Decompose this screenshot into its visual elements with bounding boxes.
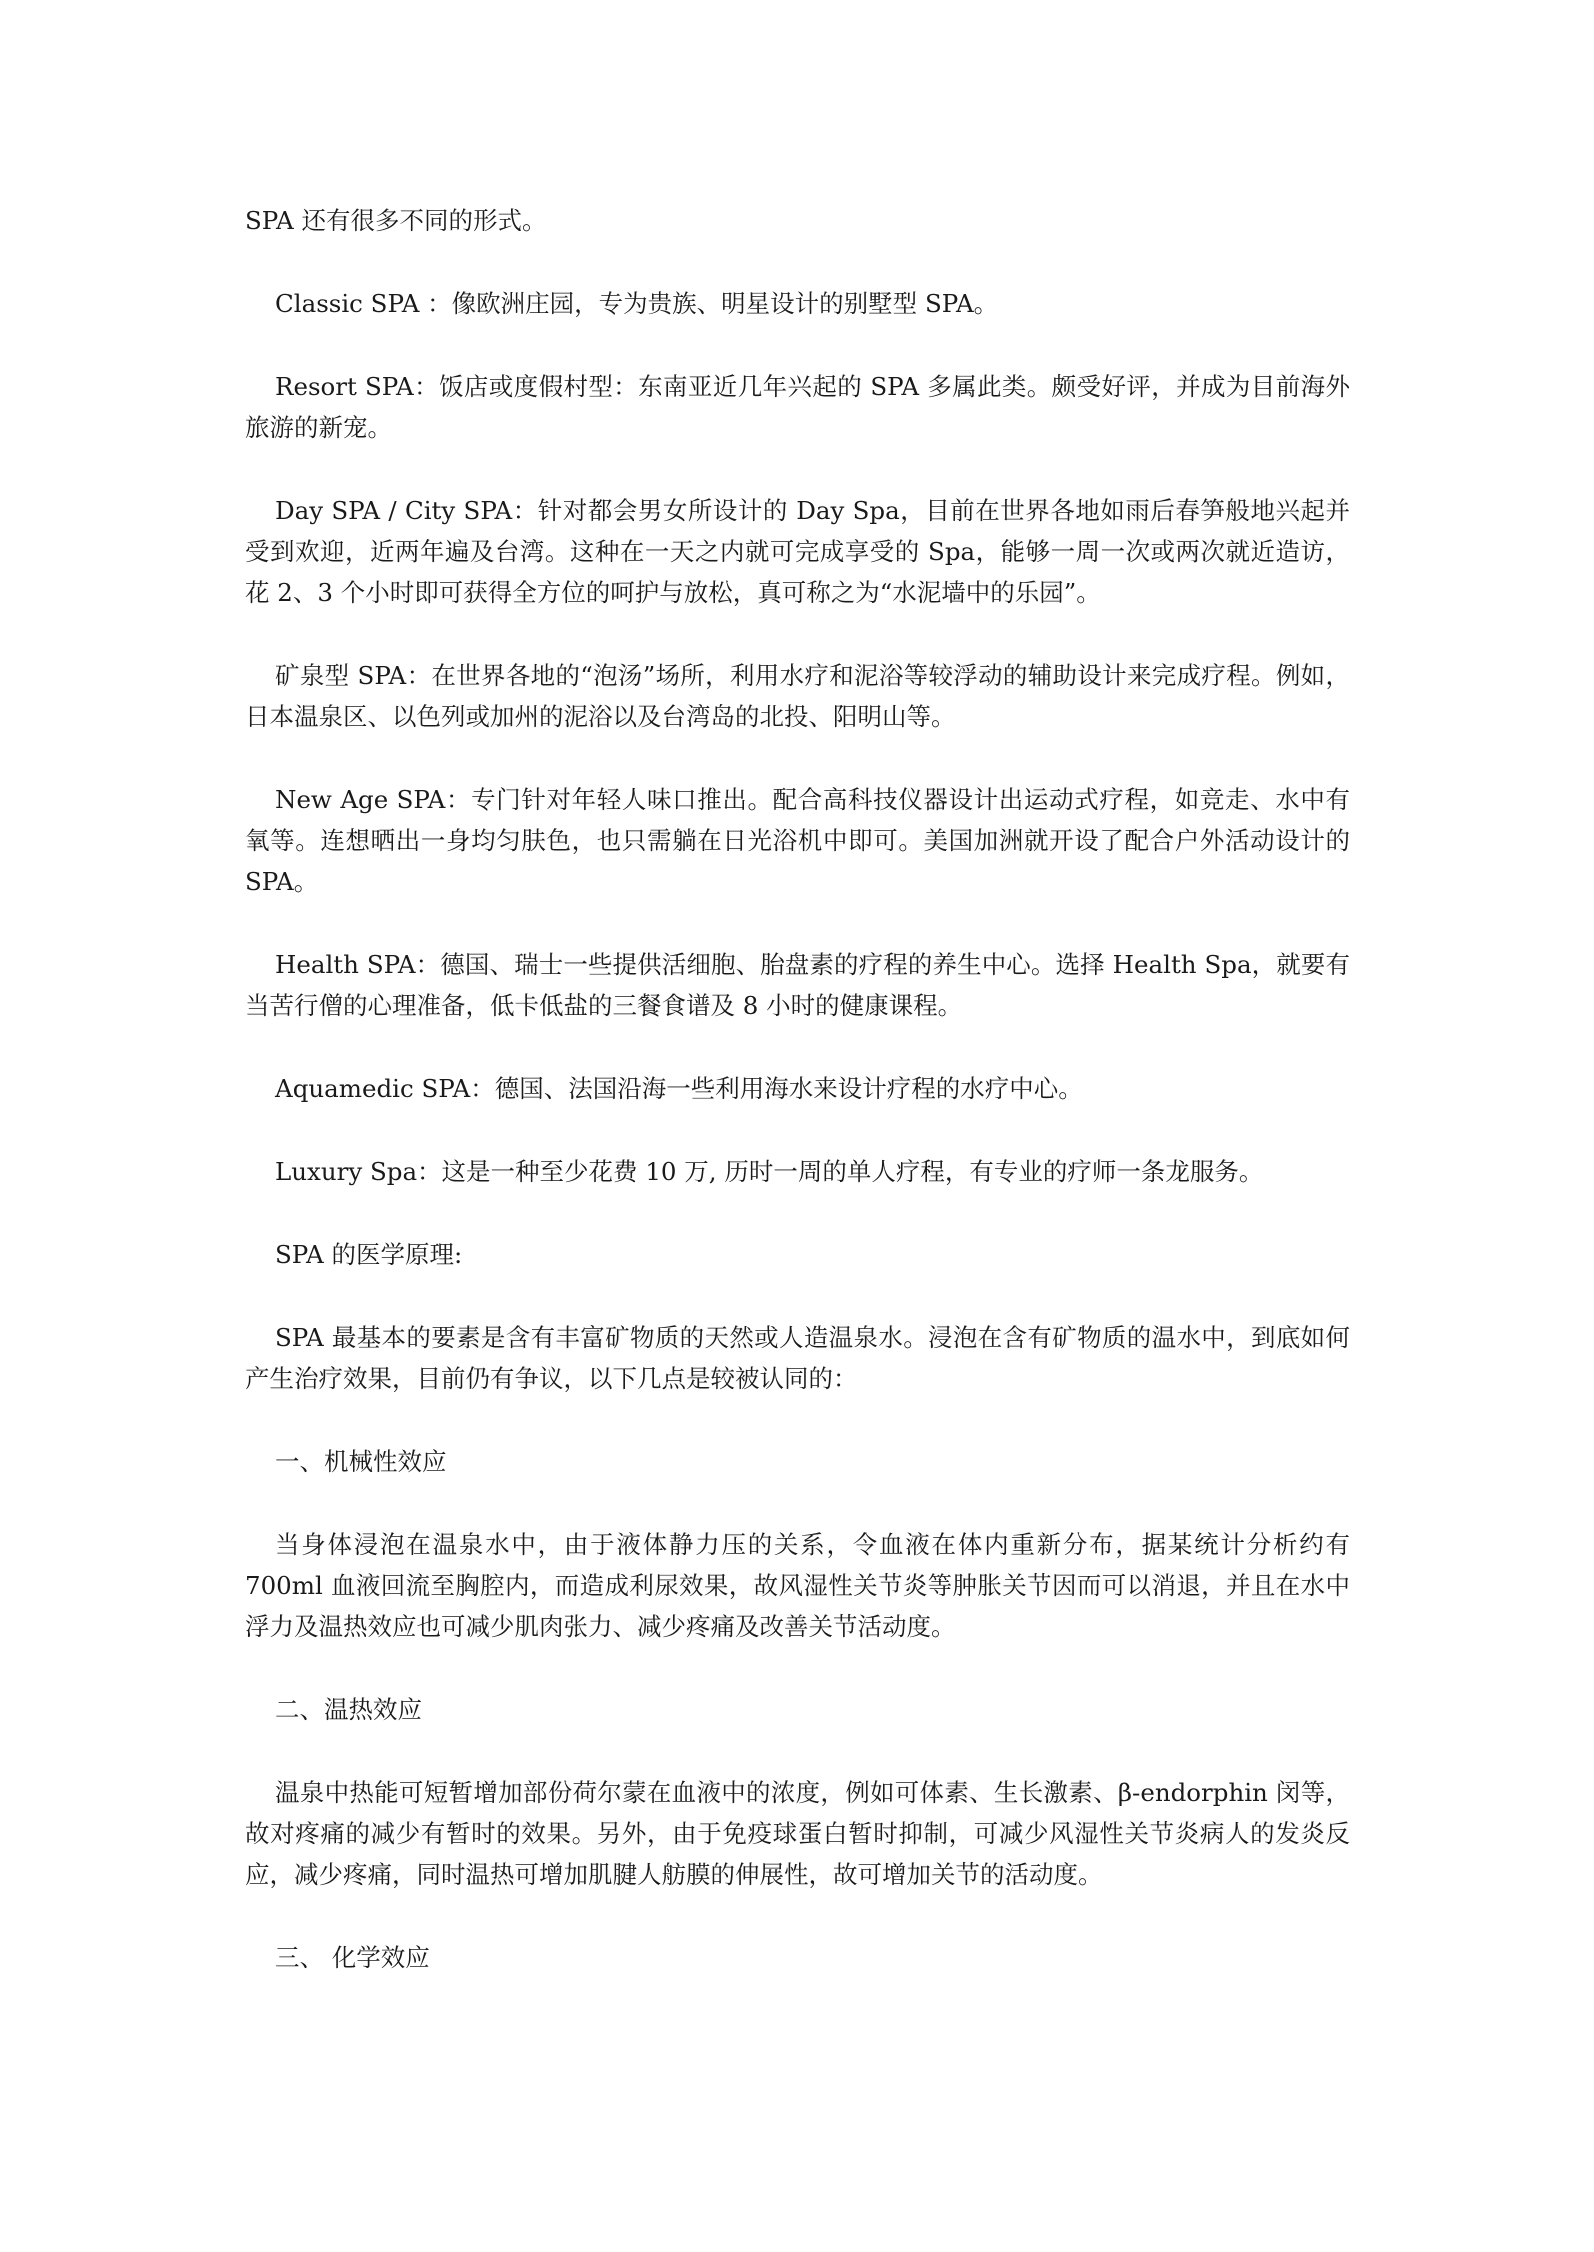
- paragraph-new-age-spa: New Age SPA：专门针对年轻人味口推出。配合高科技仪器设计出运动式疗程，如竞走、水中有氧等。连想晒出一身均匀肤色，也只需躺在日光浴机中即可。美国加洲就开设了配合户外活动设计的 SPA。: [245, 785, 1350, 896]
- paragraph-classic-spa: Classic SPA ：像欧洲庄园，专为贵族、明星设计的别墅型 SPA。: [275, 289, 999, 318]
- section-heading-thermal-effect: 二、温热效应: [275, 1695, 422, 1724]
- paragraph-mineral-spring-spa: 矿泉型 SPA：在世界各地的“泡汤”场所，利用水疗和泥浴等较浮动的辅助设计来完成疗程。例如，日本温泉区、以色列或加州的泥浴以及台湾岛的北投、阳明山等。: [245, 661, 1350, 731]
- paragraph-spa-forms-intro: SPA 还有很多不同的形式。: [245, 206, 547, 235]
- paragraph-thermal-effect: 温泉中热能可短暂增加部份荷尔蒙在血液中的浓度，例如可体素、生长激素、β-endorphin 闵等，故对疼痛的减少有暂时的效果。另外，由于免疫球蛋白暂时抑制，可减少风湿性关节炎病人的发炎反应，减少疼痛，同时温热可增加肌腱人舫膜的伸展性，故可增加关节的活动度。: [245, 1778, 1350, 1889]
- paragraph-health-spa: Health SPA：德国、瑞士一些提供活细胞、胎盘素的疗程的养生中心。选择 Health Spa，就要有当苦行僧的心理准备，低卡低盐的三餐食谱及 8 小时的健康课程。: [245, 950, 1350, 1020]
- paragraph-day-city-spa: Day SPA / City SPA：针对都会男女所设计的 Day Spa，目前在世界各地如雨后春笋般地兴起并受到欢迎，近两年遍及台湾。这种在一天之内就可完成享受的 Spa，能够一周一次或两次就近造访，花 2、3 个小时即可获得全方位的呵护与放松，真可称之为“水泥墙中的乐园”。: [245, 496, 1350, 607]
- paragraph-medical-principles: SPA 最基本的要素是含有丰富矿物质的天然或人造温泉水。浸泡在含有矿物质的温水中，到底如何产生治疗效果，目前仍有争议，以下几点是较被认同的：: [245, 1323, 1350, 1393]
- section-heading-medical-principles: SPA 的医学原理:: [275, 1240, 463, 1269]
- document-body: [245, 200, 1350, 1978]
- paragraph-resort-spa: Resort SPA：饭店或度假村型：东南亚近几年兴起的 SPA 多属此类。颇受好评，并成为目前海外旅游的新宠。: [245, 372, 1350, 442]
- section-heading-chemical-effect: 三、 化学效应: [275, 1943, 430, 1972]
- paragraph-aquamedic-spa: Aquamedic SPA：德国、法国沿海一些利用海水来设计疗程的水疗中心。: [275, 1074, 1083, 1103]
- section-heading-mechanical-effect: 一、机械性效应: [275, 1447, 447, 1476]
- paragraph-luxury-spa: Luxury Spa：这是一种至少花费 10 万, 历时一周的单人疗程，有专业的疗师一条龙服务。: [275, 1157, 1264, 1186]
- paragraph-mechanical-effect: 当身体浸泡在温泉水中，由于液体静力压的关系，令血液在体内重新分布，据某统计分析约有 700ml 血液回流至胸腔内，而造成利尿效果，故风湿性关节炎等肿胀关节因而可以消退，并且在水中浮力及温热效应也可减少肌肉张力、减少疼痛及改善关节活动度。: [245, 1530, 1350, 1641]
